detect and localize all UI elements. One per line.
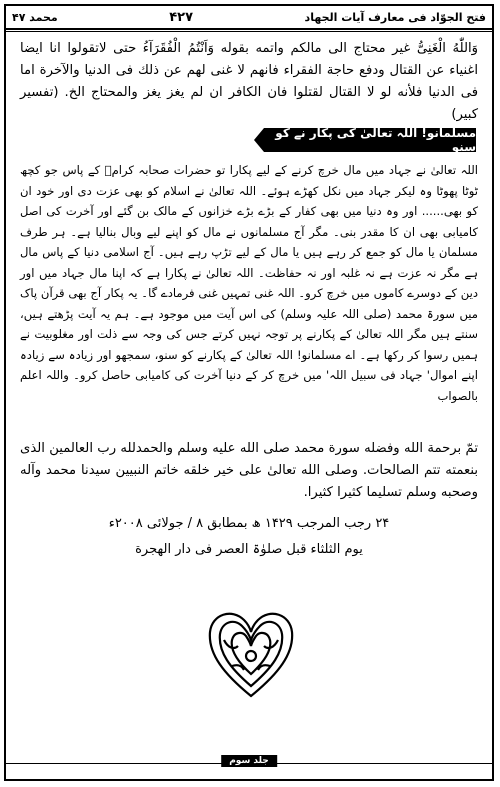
header-rule-thin — [6, 31, 492, 32]
completion-time: یوم الثلثاء قبل صلوٰۃ العصر فی دار الهجرة — [135, 542, 363, 557]
completion-date: ۲۴ رجب المرجب ۱۴۲۹ ھ بمطابق ۸ / جولائی ۲۰۰۸ء — [108, 516, 390, 531]
header-surah-label: محمد ۴۷ — [12, 10, 58, 24]
volume-label: جلد سوم — [221, 755, 277, 767]
arabic-closing-paragraph: تمّ برحمة الله وفضله سورة محمد صلى الله علیه وسلم والحمدلله رب العالمین الذی بنعمته تتم الصالحات. وصلى الله تعالیٰ على خیر خلقه خاتم النبیین سیدنا محمد وآله وصحبه وسلم تسلیما کثیرا کثیرا. — [20, 441, 478, 500]
page-number: ۴۲۷ — [169, 9, 194, 25]
section-heading — [264, 128, 476, 152]
arabic-tafsir-paragraph: وَاللّٰهُ الْغَنِیُّ غیر محتاج الی مالکم واتمه بقوله وَاَنْتُمُ الْفُقَرَآءُ حتى لاتقولوا انا ایضا اغنیاء عن القتال ودفع حاجة الفقراء فانهم لا غنى لهم عن ذلك فى الدنیا والآخرة اما فى الدنیا فلأنه لو لا القتال لقتلوا فان الکافر ان لم یغز یغز والمحتاج الخ. (تفسیر کبیر) — [20, 41, 478, 122]
urdu-body-paragraph: اللہ تعالیٰ نے جہاد میں مال خرچ کرنے کے لیے پکارا تو حضرات صحابہ کرامؓ کے پاس جو کچھ ٹوٹا پھوٹا وہ لیکر جہاد میں نکل کھڑے ہوئے۔ اللہ تعالیٰ نے اسلام کو بھی عزت دی اور خود ان کو بھی...... اور وہ دنیا میں بھی کفار کے بڑے بڑے خزانوں کے مالک بن گئے اور آخرت کی اصل کامیابی بھی ان کا مقدر بنی۔ مگر آج مسلمانوں نے مال کو اپنے لیے وبال بنالیا ہے۔ ہر طرف مسلمان یا مال کو جمع کر رہے ہیں یا مال کے لیے تڑپ رہے ہیں۔ آج اسلامی دنیا کے پاس مال ہے مگر نہ عزت ہے نہ غلبہ اور نہ حفاظت۔ اللہ تعالیٰ نے پکارا ہے کہ اپنا مال جہاد میں اور دین کے دوسرے کاموں میں خرچ کرو۔ اللہ غنی تمہیں غنی فرمادے گا۔ یہ پکار آج بھی قرآن پاک میں سورۃ محمد (صلی اللہ علیہ وسلم) کی اس آیت میں موجود ہے۔ ہم یہ آیت پڑھتے ہیں، سنتے ہیں مگر اللہ تعالیٰ کے پکارنے پر توجہ نہیں کرتے جس کی وجہ سے ذلت اور مغلوبیت نے ہمیں رسوا کر رکھا ہے۔ اے مسلمانو! اللہ تعالیٰ کے پکارنے کو سنو، سمجھو اور زیادہ سے زیادہ اپنے اموال' جہاد فی سبیل اللہ' میں خرچ کر کے دنیا آخرت کی کامیابی حاصل کرو۔ واللہ اعلم بالصواب — [20, 163, 478, 403]
heart-ornament-icon — [204, 604, 298, 700]
section-heading-text: مسلمانو! اللہ تعالیٰ کی پکار نے کو سنو — [275, 126, 476, 154]
page-frame — [4, 4, 494, 781]
header-rule — [6, 28, 492, 30]
running-header — [6, 6, 492, 28]
header-book-title: فتح الجوّاد فی معارف آیات الجهاد — [304, 10, 486, 24]
